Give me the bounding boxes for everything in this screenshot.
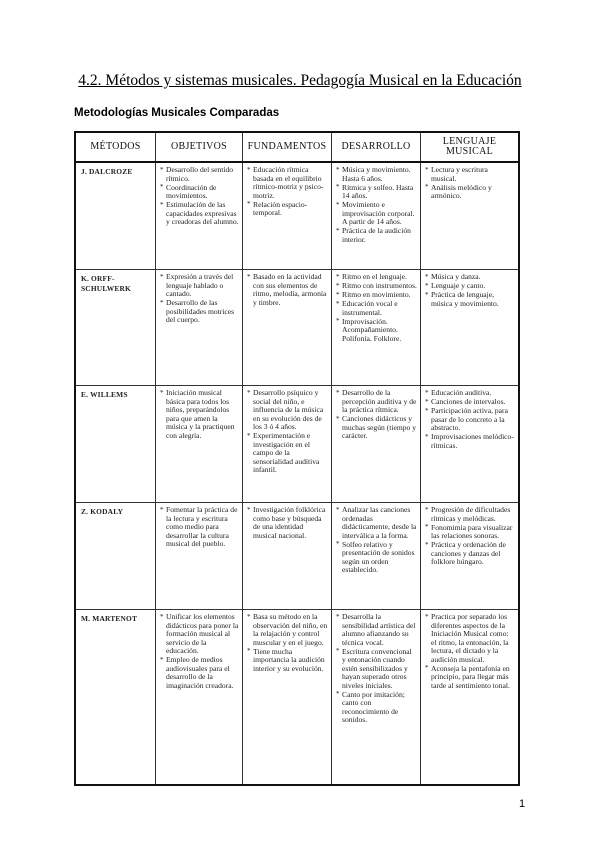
bullet-item: * Práctica de la audición interior. [336, 227, 417, 244]
objetivos-cell [156, 163, 243, 269]
bullet-list [336, 166, 417, 244]
page-number: 1 [519, 798, 526, 810]
header-fundamentos: FUNDAMENTOS [243, 133, 332, 161]
table-row [76, 163, 518, 270]
fundamentos-cell [243, 503, 332, 609]
objetivos-cell [156, 610, 243, 784]
method-name: J. DALCROZE [76, 163, 156, 269]
header-desarrollo: DESARROLLO [332, 133, 421, 161]
header-objetivos: OBJETIVOS [156, 133, 243, 161]
bullet-item: * Coordinación de movimientos. [160, 184, 239, 201]
table-row [76, 503, 518, 610]
bullet-list [336, 613, 417, 725]
bullet-list [425, 613, 515, 690]
bullet-item: * Estimulación de las capacidades expresivas y creadoras del alumno. [160, 201, 239, 227]
bullet-list [247, 506, 328, 540]
lenguaje-cell [421, 386, 518, 502]
bullet-item: * Aconseja la pentafonía en principio, para llegar más tarde al sentimiento tonal. [425, 665, 515, 691]
bullet-item: * Progresión de dificultades rítmicas y melódicas. [425, 506, 515, 523]
table-title: Metodologías Musicales Comparadas [74, 107, 280, 119]
method-name: Z. KODALY [76, 503, 156, 609]
bullet-item: * Ritmo con instrumentos. [336, 282, 417, 291]
bullet-list [336, 273, 417, 343]
bullet-item: * Solfeo relativo y presentación de sonidos según un orden establecido. [336, 541, 417, 575]
bullet-item: * Unificar los elementos didácticos para poner la formación musical al servicio de la educación. [160, 613, 239, 656]
bullet-item: * Educación vocal e instrumental. [336, 300, 417, 317]
bullet-item: * Experimentación e investigación en el campo de la sensorialidad auditiva infantil. [247, 432, 328, 475]
method-name: E. WILLEMS [76, 386, 156, 502]
bullet-list [425, 389, 515, 450]
fundamentos-cell [243, 386, 332, 502]
bullet-item: * Desarrollo del sentido rítmico. [160, 166, 239, 183]
header-lenguaje-musical: LENGUAJE MUSICAL [442, 136, 497, 157]
desarrollo-cell [332, 610, 421, 784]
bullet-item: * Desarrollo de la percepción auditiva y de la práctica rítmica. [336, 389, 417, 415]
bullet-item: * Desarrolla la sensibilidad artística del alumno afianzando su técnica vocal. [336, 613, 417, 647]
bullet-list [247, 166, 328, 218]
bullet-item: * Música y movimiento. Hasta 6 años. [336, 166, 417, 183]
table-row [76, 610, 518, 784]
objetivos-cell [156, 270, 243, 385]
bullet-item: * Rítmica y solfeo. Hasta 14 años. [336, 184, 417, 201]
bullet-list [247, 273, 328, 307]
bullet-item: * Practica por separado los diferentes aspectos de la Iniciación Musical como: el ritmo, la entonación, la lectura, el dictado y la audición musical. [425, 613, 515, 664]
bullet-item: * Basa su método en la observación del niño, en la relajación y control muscular y en el juego. [247, 613, 328, 647]
objetivos-cell [156, 503, 243, 609]
bullet-item: * Analizar las canciones ordenadas didácticamente, desde la interválica a la forma. [336, 506, 417, 540]
bullet-item: * Práctica de lenguaje, música y movimiento. [425, 291, 515, 308]
method-name: M. MARTENOT [76, 610, 156, 784]
bullet-item: * Investigación folklórica como base y búsqueda de una identidad musical nacional. [247, 506, 328, 540]
lenguaje-cell [421, 163, 518, 269]
bullet-list [160, 506, 239, 549]
objetivos-cell [156, 386, 243, 502]
desarrollo-cell [332, 270, 421, 385]
bullet-list [425, 506, 515, 567]
fundamentos-cell [243, 610, 332, 784]
desarrollo-cell [332, 386, 421, 502]
desarrollo-cell [332, 163, 421, 269]
lenguaje-cell [421, 610, 518, 784]
bullet-list [160, 273, 239, 325]
table-row [76, 270, 518, 386]
bullet-item: * Canciones didácticos y muchas según (tiempo y carácter. [336, 415, 417, 441]
bullet-item: * Expresión a través del lenguaje hablado o cantado. [160, 273, 239, 299]
bullet-item: * Relación espacio-temporal. [247, 201, 328, 218]
bullet-item: * Basado en la actividad con sus elementos de ritmo, melodía, armonía y timbre. [247, 273, 328, 307]
bullet-item: * Educación auditiva. [425, 389, 515, 398]
bullet-item: * Empleo de medios audiovisuales para el desarrollo de la imaginación creadora. [160, 656, 239, 690]
bullet-item: * Práctica y ordenación de canciones y danzas del folklore húngaro. [425, 541, 515, 567]
comparison-table [74, 131, 520, 786]
bullet-item: * Improvisación. Acompañamiento. Polifonía. Folklore. [336, 318, 417, 344]
lenguaje-cell [421, 270, 518, 385]
bullet-item: * Canciones de intervalos. [425, 398, 515, 407]
bullet-list [160, 166, 239, 227]
bullet-item: * Música y danza. [425, 273, 515, 282]
bullet-item: * Improvisaciones melódico-rítmicas. [425, 433, 515, 450]
bullet-item: * Fonomimia para visualizar las relaciones sonoras. [425, 524, 515, 541]
bullet-item: * Lenguaje y canto. [425, 282, 515, 291]
table-row [76, 386, 518, 503]
bullet-item: * Desarrollo de las posibilidades motrices del cuerpo. [160, 299, 239, 325]
bullet-item: * Participación activa, para pasar de lo concreto a la abstracto. [425, 407, 515, 433]
table-header-row [76, 133, 518, 163]
bullet-item: * Desarrollo psíquico y social del niño, e influencia de la música en su evolución des de los 3 ó 4 años. [247, 389, 328, 432]
page-heading: 4.2. Métodos y sistemas musicales. Pedagogía Musical en la Educación [78, 72, 522, 89]
bullet-item: * Tiene mucha importancia la audición interior y su evolución. [247, 648, 328, 674]
desarrollo-cell [332, 503, 421, 609]
fundamentos-cell [243, 163, 332, 269]
bullet-item: * Escritura convencional y entonación cuando estén sensibilizados y hayan superado otros niveles iniciales. [336, 648, 417, 691]
bullet-list [247, 389, 328, 475]
header-metodos: MÉTODOS [76, 133, 156, 161]
bullet-list [425, 273, 515, 308]
bullet-list [247, 613, 328, 673]
bullet-item: * Lectura y escritura musical. [425, 166, 515, 183]
bullet-list [425, 166, 515, 201]
bullet-item: * Análisis melódico y armónico. [425, 184, 515, 201]
bullet-item: * Iniciación musical básica para todos los niños, preparándolos para que amen la música y la practiquen con alegría. [160, 389, 239, 440]
bullet-list [160, 389, 239, 440]
bullet-item: * Educación rítmica basada en el equilibrio rítmico-motriz y psico-motriz. [247, 166, 328, 200]
lenguaje-cell [421, 503, 518, 609]
method-name: K. ORFF-SCHULWERK [76, 270, 156, 385]
bullet-list [160, 613, 239, 690]
fundamentos-cell [243, 270, 332, 385]
bullet-item: * Movimiento e improvisación corporal. A partir de 14 años. [336, 201, 417, 227]
bullet-item: * Ritmo en movimiento. [336, 291, 417, 300]
bullet-item: * Fomentar la práctica de la lectura y escritura como medio para desarrollar la cultura musical del pueblo. [160, 506, 239, 549]
bullet-item: * Ritmo en el lenguaje. [336, 273, 417, 282]
bullet-item: * Canto por imitación; canto con reconocimiento de sonidos. [336, 691, 417, 725]
bullet-list [336, 389, 417, 441]
bullet-list [336, 506, 417, 575]
